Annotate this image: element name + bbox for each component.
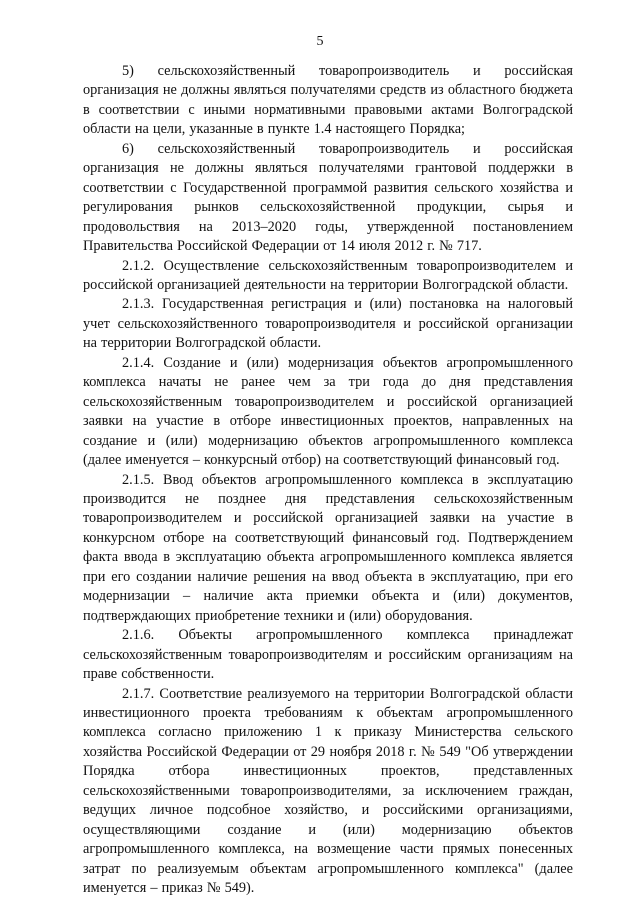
page-number: 5 — [316, 34, 324, 49]
paragraph-2-1-5: 2.1.5. Ввод объектов агропромышленного комплекса в эксплуатацию производится не позднее дня представления сельскохозяйственным товаропроизводителем и российской организацией заявки на участие в конкурсном отборе на соответствующий финансовый год. Подтверждением факта ввода в эксплуатацию объекта агропромышленного комплекса является при его создании наличие решения на ввод объекта в эксплуатацию, при его модернизации – наличие акта приемки объекта и (или) документов, подтверждающих приобретение техники и (или) оборудования. — [83, 471, 573, 624]
paragraph-2-1-3: 2.1.3. Государственная регистрация и (или) постановка на налоговый учет сельскохозяйственного товаропроизводителя и российской организации на территории Волгоградской области. — [83, 296, 573, 352]
paragraph-item-6: 6) сельскохозяйственный товаропроизводитель и российская организация не должны являться получателями грантовой поддержки в соответствии с Государственной программой развития сельского хозяйства и регулирования рынков сельскохозяйственной продукции, сырья и продовольствия на 2013–2020 годы, утвержденной постановлением Правительства Российской Федерации от 14 июля 2012 г. № 717. — [83, 140, 573, 255]
paragraph-2-1-4: 2.1.4. Создание и (или) модернизация объектов агропромышленного комплекса начаты не ранее чем за три года до дня представления сельскохозяйственным товаропроизводителем и российской организацией заявки на участие в отборе инвестиционных проектов, направленных на создание и (или) модернизацию объектов агропромышленного комплекса (далее именуется – конкурсный отбор) на соответствующий финансовый год. — [83, 354, 573, 469]
paragraph-2-1-6: 2.1.6. Объекты агропромышленного комплекса принадлежат сельскохозяйственным товаропроизводителям и российским организациям на праве собственности. — [83, 627, 573, 683]
paragraph-item-5: 5) сельскохозяйственный товаропроизводитель и российская организация не должны являться получателями средств из областного бюджета в соответствии с иными нормативными правовыми актами Волгоградской области на цели, указанные в пункте 1.4 настоящего Порядка; — [83, 63, 573, 138]
paragraph-2-1-2: 2.1.2. Осуществление сельскохозяйственным товаропроизводителем и российской организацией деятельности на территории Волгоградской области. — [83, 257, 573, 293]
paragraph-2-1-7: 2.1.7. Соответствие реализуемого на территории Волгоградской области инвестиционного проекта требованиям к объектам агропромышленного комплекса согласно приложению 1 к приказу Министерства сельского хозяйства Российской Федерации от 29 ноября 2018 г. № 549 "Об утверждении Порядка отбора инвестиционных проектов, представленных сельскохозяйственными товаропроизводителями, за исключением граждан, ведущих личное подсобное хозяйство, и российскими организациями, осуществляющими создание и (или) модернизацию объектов агропромышленного комплекса, на возмещение части прямых понесенных затрат по реализуемым объектам агропромышленного комплекса" (далее именуется – приказ № 549). — [83, 685, 573, 897]
document-body — [83, 62, 573, 898]
